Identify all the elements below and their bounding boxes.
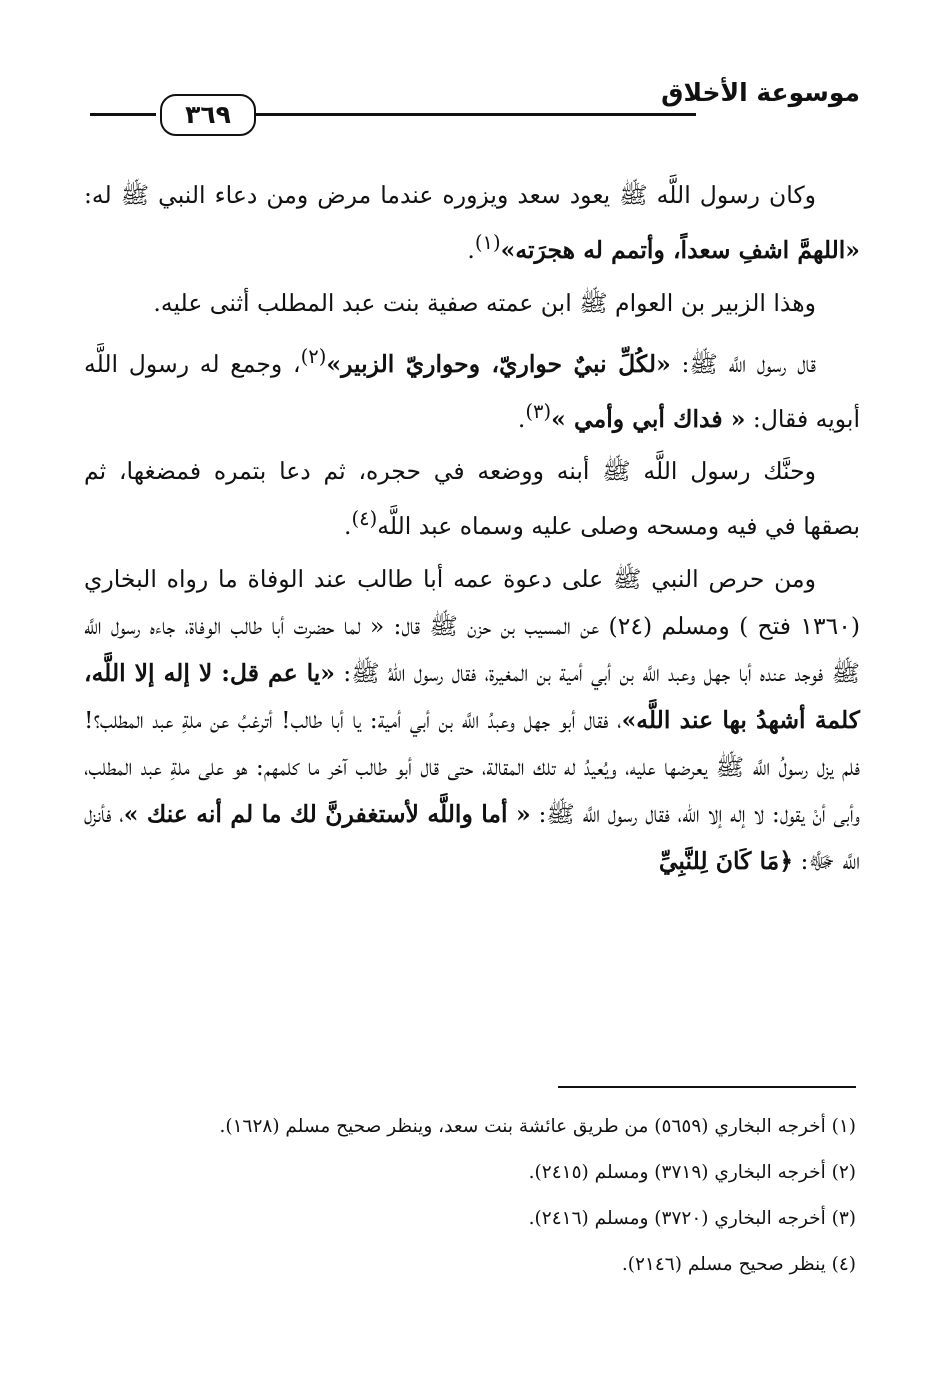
hadith-quote: « أما واللَّه لأستغفرنَّ لك ما لم أنه عنك » (123, 800, 531, 829)
header-rule-left (90, 113, 156, 116)
book-title: موسوعة الأخلاق (661, 78, 860, 107)
header-rule-right (256, 113, 696, 116)
page-header (80, 72, 860, 132)
paragraph-5: ومن حرص النبي ﷺ على دعوة عمه أبا طالب عند الوفاة ما رواه البخاري (١٣٦٠ فتح ) ومسلم (٢٤) عن المسيب بن حزن ﷺ قال: « لما حضرت أبا طالب الوفاة، جاءه رسول اللَّه ﷺ فوجد عنده أبا جهل وعبد اللَّه بن أبي أمية بن المغيرة، فقال رسول اللهُ ﷺ: «يا عم قل: لا إله إلا اللَّه، كلمة أشهدُ بها عند اللَّه»، فقال أبو جهل وعبدُ اللَّه بن أبي أمية: يا أبا طالب! أترغبُ عن ملةِ عبد المطلب؟! فلم يزل رسولُ اللَّه ﷺ يعرضها عليه، ويُعيدُ له تلك المقالة، حتى قال أبو طالب آخر ما كلمهم: هو على ملةِ عبد المطلب، وأبى أنْ يقول: لا إله إلا الله، فقال رسول اللَّه ﷺ: « أما واللَّه لأستغفرنَّ لك ما لم أنه عنك »، فأنزل اللَّه ﷻ: ﴿مَا كَانَ لِلنَّبِيِّ (84, 565, 861, 876)
paragraph-1: وكان رسول اللَّه ﷺ يعود سعد ويزوره عندما مرض ومن دعاء النبي ﷺ له: «اللهمَّ اشفِ سعداً، وأتمم له هجرَته»$^{(١)}$. (84, 181, 860, 264)
footnote-ref: (٢) (300, 344, 327, 368)
footnote-3: (٣) أخرجه البخاري (٣٧٢٠) ومسلم (٢٤١٦). (528, 1208, 856, 1229)
footnote-separator (558, 1086, 856, 1088)
footnote-ref: (١) (474, 231, 501, 254)
footnote-ref: (٤) (351, 507, 378, 531)
page-number: ٣٦٩ (160, 94, 256, 136)
paragraph-4: وحنَّك رسول اللَّه ﷺ أبنه ووضعه في حجره، ثم دعا بتمره فمضغها، ثم بصقها في فيه ومسحه وصلى عليه وسماه عبد اللَّه$^{(٤)}$. (84, 457, 860, 541)
footnote-4: (٤) ينظر صحيح مسلم (٢١٤٦). (621, 1254, 856, 1275)
hadith-quote: «لكُلِّ نبيٌ حواريّ، وحواريّ الزبير» (326, 349, 671, 378)
body-text (84, 172, 860, 891)
quran-verse: ﴿مَا كَانَ لِلنَّبِيِّ (658, 847, 794, 876)
hadith-quote: «يا عم قل: لا إله إلا اللَّه، كلمة أشهدُ بها عند اللَّه» (84, 659, 860, 735)
footnotes (80, 1104, 856, 1288)
paragraph-3: قال رسول اللَّه ﷺ: «لكُلِّ نبيٌ حواريّ، وحواريّ الزبير»$^{(٢)}$، وجمع له رسول اللَّه أبويه فقال: « فداك أبي وأمي »$^{(٣)}$. (84, 344, 860, 433)
hadith-quote: « فداك أبي وأمي » (551, 404, 746, 433)
footnote-1: (١) أخرجه البخاري (٥٦٥٩) من طريق عائشة بنت سعد، وينظر صحيح مسلم (١٦٢٨). (219, 1116, 856, 1137)
paragraph-2: وهذا الزبير بن العوام ﷺ ابن عمته صفية بنت عبد المطلب أثنى عليه. (153, 288, 816, 317)
footnote-ref: (٣) (525, 399, 552, 423)
footnote-2: (٢) أخرجه البخاري (٣٧١٩) ومسلم (٢٤١٥). (528, 1162, 856, 1183)
hadith-quote: «اللهمَّ اشفِ سعداً، وأتمم له هجرَته» (500, 235, 860, 264)
